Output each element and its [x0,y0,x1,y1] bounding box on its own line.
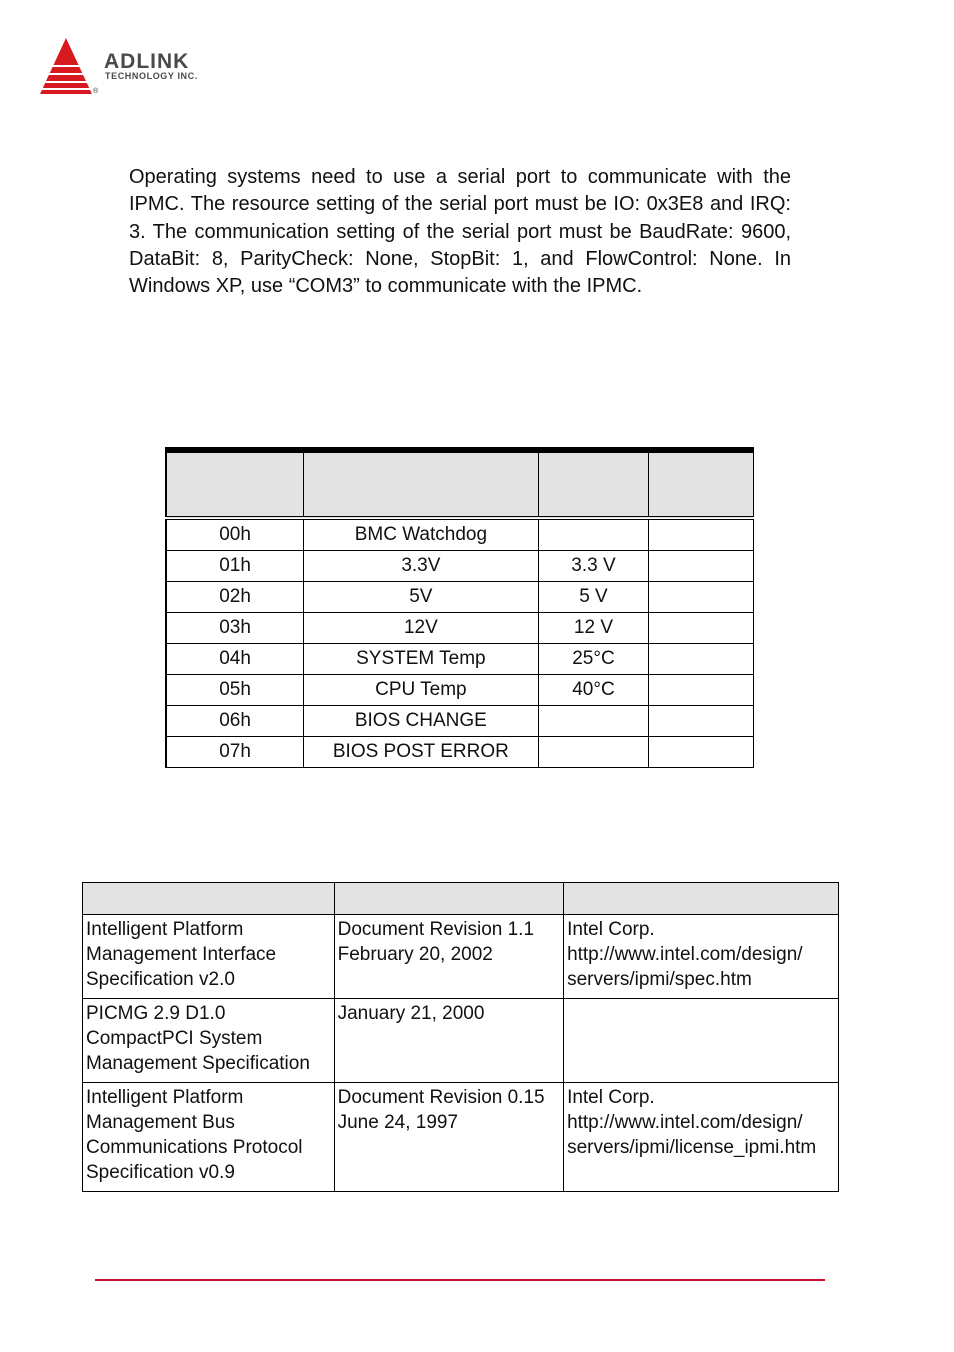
table-cell [649,518,754,551]
table-cell [649,582,754,613]
spec-table [82,882,839,1192]
table-cell: CPU Temp [304,675,538,706]
table-cell [538,518,649,551]
table-cell [649,551,754,582]
brand-name: ADLINK [104,50,190,73]
table-cell: 3.3 V [538,551,649,582]
spec-row [83,1083,839,1192]
table-cell: 25°C [538,644,649,675]
sensor-row [166,737,754,768]
sensor-row [166,613,754,644]
header-cell [334,883,563,915]
sensor-row [166,644,754,675]
table-cell: Intel Corp. http://www.intel.com/design/ servers/ipmi/license_ipmi.htm [564,1083,839,1192]
table-cell: 5V [304,582,538,613]
table-cell: 40°C [538,675,649,706]
table-cell [649,613,754,644]
header-cell [304,450,538,518]
table-cell [538,706,649,737]
spec-row [83,999,839,1083]
table-cell: 04h [166,644,304,675]
sensor-row [166,518,754,551]
table-cell: January 21, 2000 [334,999,563,1083]
table-cell: 01h [166,551,304,582]
header-cell [166,450,304,518]
table-cell: BIOS POST ERROR [304,737,538,768]
sensor-table [165,447,754,768]
table-cell: PICMG 2.9 D1.0 CompactPCI System Management Specification [83,999,335,1083]
spec-table-header [83,883,839,915]
sensor-row [166,675,754,706]
table-cell [564,999,839,1083]
table-cell: Document Revision 0.15 June 24, 1997 [334,1083,563,1192]
footer-divider [95,1279,825,1281]
sensor-row [166,582,754,613]
table-cell: 00h [166,518,304,551]
table-cell: BMC Watchdog [304,518,538,551]
table-cell: Intelligent Platform Management Interface Specification v2.0 [83,915,335,999]
table-cell: 07h [166,737,304,768]
table-cell [538,737,649,768]
sensor-table-header [166,450,754,518]
table-cell: Document Revision 1.1 February 20, 2002 [334,915,563,999]
registered-mark: ® [93,88,99,95]
table-cell: 03h [166,613,304,644]
header-cell [538,450,649,518]
serial-port-paragraph: Operating systems need to use a serial port to communicate with the IPMC. The resource setting of the serial port must be IO: 0x3E8 and IRQ: 3. The communication setting of the serial port must be BaudRate: 9600, DataBit: 8, ParityCheck: None, StopBit: 1, and FlowControl: None. In Windows XP, use “COM3” to communicate with the IPMC. [129,166,791,298]
table-cell: BIOS CHANGE [304,706,538,737]
table-cell: 02h [166,582,304,613]
brand-tagline: TECHNOLOGY INC. [105,71,198,81]
spec-row [83,915,839,999]
table-cell [649,644,754,675]
table-cell [649,675,754,706]
table-cell: SYSTEM Temp [304,644,538,675]
table-cell: Intelligent Platform Management Bus Communications Protocol Specification v0.9 [83,1083,335,1192]
header-cell [83,883,335,915]
table-cell [649,737,754,768]
table-cell: 5 V [538,582,649,613]
table-cell [649,706,754,737]
sensor-row [166,551,754,582]
table-cell: 12V [304,613,538,644]
table-cell: Intel Corp. http://www.intel.com/design/ servers/ipmi/spec.htm [564,915,839,999]
table-cell: 06h [166,706,304,737]
header-cell [649,450,754,518]
table-cell: 12 V [538,613,649,644]
table-cell: 3.3V [304,551,538,582]
header-cell [564,883,839,915]
sensor-row [166,706,754,737]
table-cell: 05h [166,675,304,706]
